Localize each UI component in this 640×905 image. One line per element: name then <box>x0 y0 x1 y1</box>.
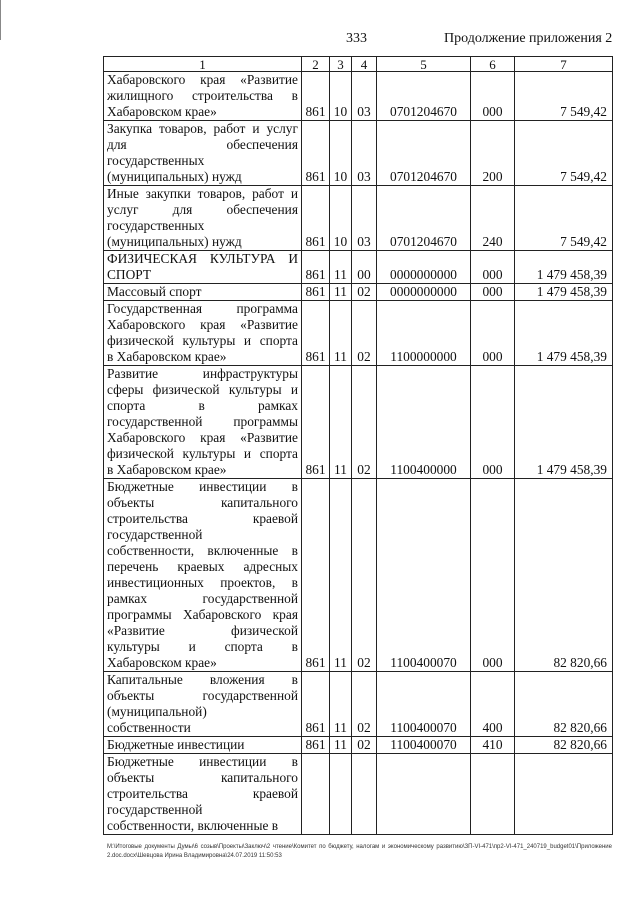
column-header-3: 3 <box>330 57 352 72</box>
description-line: (муниципальных) нужд <box>107 234 242 249</box>
table-row <box>104 121 613 186</box>
description-line: государственной <box>107 527 203 542</box>
expense-type-code: 000 <box>471 301 515 366</box>
column-header-7: 7 <box>515 57 613 72</box>
subsection-code: 02 <box>352 737 377 754</box>
description-line: Хабаровского края «Развитие <box>107 72 298 87</box>
section-code: 11 <box>330 737 352 754</box>
description-line: государственных <box>107 218 205 233</box>
description-line: перечень краевых адресных <box>107 559 298 574</box>
row-description <box>104 284 302 301</box>
description-line: (муниципальной) <box>107 704 207 719</box>
table-row <box>104 672 613 737</box>
table-row <box>104 251 613 284</box>
description-line: Массовый спорт <box>107 284 202 299</box>
section-code: 11 <box>330 284 352 301</box>
description-line: собственности <box>107 720 191 735</box>
subsection-code: 03 <box>352 72 377 121</box>
description-line: Хабаровского края «Развитие <box>107 317 298 332</box>
expense-type-code: 000 <box>471 72 515 121</box>
table-row <box>104 754 613 835</box>
admin-code: 861 <box>302 737 330 754</box>
admin-code: 861 <box>302 186 330 251</box>
description-line: (муниципальных) нужд <box>107 169 242 184</box>
admin-code: 861 <box>302 72 330 121</box>
subsection-code: 02 <box>352 672 377 737</box>
expense-type-code: 400 <box>471 672 515 737</box>
description-line: государственной <box>107 802 203 817</box>
description-line: Развитие инфраструктуры <box>107 366 298 381</box>
table-row <box>104 301 613 366</box>
table-body <box>104 72 613 835</box>
description-line: для обеспечения <box>107 137 298 152</box>
row-description <box>104 121 302 186</box>
expense-type-code: 240 <box>471 186 515 251</box>
amount: 82 820,66 <box>515 737 613 754</box>
column-header-4: 4 <box>352 57 377 72</box>
description-line: государственной программы <box>107 414 298 429</box>
section-code: 11 <box>330 366 352 479</box>
section-code: 10 <box>330 72 352 121</box>
description-line: спорта в рамках <box>107 398 298 413</box>
admin-code <box>302 754 330 835</box>
amount: 7 549,42 <box>515 72 613 121</box>
section-code: 10 <box>330 186 352 251</box>
description-line: СПОРТ <box>107 267 152 282</box>
target-article-code: 0000000000 <box>377 251 471 284</box>
row-description <box>104 72 302 121</box>
target-article-code: 1100400070 <box>377 672 471 737</box>
table-row <box>104 284 613 301</box>
admin-code: 861 <box>302 284 330 301</box>
amount: 1 479 458,39 <box>515 301 613 366</box>
row-description <box>104 366 302 479</box>
description-line: услуг для обеспечения <box>107 202 298 217</box>
description-line: Закупка товаров, работ и услуг <box>107 121 298 136</box>
description-line: Хабаровском крае» <box>107 655 217 670</box>
description-line: в Хабаровском крае» <box>107 349 227 364</box>
subsection-code: 02 <box>352 301 377 366</box>
section-code: 11 <box>330 479 352 672</box>
row-description <box>104 754 302 835</box>
description-line: ФИЗИЧЕСКАЯ КУЛЬТУРА И <box>107 251 298 266</box>
amount: 1 479 458,39 <box>515 284 613 301</box>
page-number: 333 <box>346 31 367 46</box>
description-line: Бюджетные инвестиции <box>107 737 245 752</box>
target-article-code: 0000000000 <box>377 284 471 301</box>
admin-code: 861 <box>302 301 330 366</box>
header-row <box>104 57 613 72</box>
column-header-1: 1 <box>104 57 302 72</box>
table-row <box>104 186 613 251</box>
budget-table <box>103 56 613 835</box>
target-article-code: 0701204670 <box>377 72 471 121</box>
description-line: физической культуры и спорта <box>107 333 298 348</box>
admin-code: 861 <box>302 251 330 284</box>
description-line: Капитальные вложения в <box>107 672 298 687</box>
target-article-code <box>377 754 471 835</box>
target-article-code: 1100000000 <box>377 301 471 366</box>
description-line: физической культуры и спорта <box>107 446 298 461</box>
description-line: Хабаровском крае» <box>107 104 217 119</box>
column-header-6: 6 <box>471 57 515 72</box>
row-description <box>104 479 302 672</box>
section-code: 11 <box>330 301 352 366</box>
row-description <box>104 672 302 737</box>
description-line: строительства краевой <box>107 511 298 526</box>
table-row <box>104 72 613 121</box>
section-code: 11 <box>330 672 352 737</box>
admin-code: 861 <box>302 479 330 672</box>
section-code <box>330 754 352 835</box>
expense-type-code: 000 <box>471 479 515 672</box>
row-description <box>104 737 302 754</box>
description-line: инвестиционных проектов, в <box>107 575 298 590</box>
admin-code: 861 <box>302 121 330 186</box>
description-line: жилищного строительства в <box>107 88 298 103</box>
document-path-footer: M:\Итоговые документы Думы\6 созыв\Проекты\Заключ\2 чтение\Комитет по бюджету, налогам и экономическому развитию\ЗП-VI-471\пр2-VI-471_240719_budget01\Приложение 2.doc.docx\Шевцова Ирина Владимировна\24.07.2019 11:50:53 <box>107 844 612 859</box>
amount: 82 820,66 <box>515 672 613 737</box>
description-line: Иные закупки товаров, работ и <box>107 186 298 201</box>
column-header-5: 5 <box>377 57 471 72</box>
expense-type-code: 200 <box>471 121 515 186</box>
description-line: государственных <box>107 153 205 168</box>
continuation-label: Продолжение приложения 2 <box>444 31 613 46</box>
description-line: объекты капитального <box>107 495 298 510</box>
target-article-code: 0701204670 <box>377 186 471 251</box>
expense-type-code: 000 <box>471 284 515 301</box>
amount <box>515 754 613 835</box>
description-line: Государственная программа <box>107 301 298 316</box>
section-code: 11 <box>330 251 352 284</box>
expense-type-code: 000 <box>471 366 515 479</box>
amount: 7 549,42 <box>515 186 613 251</box>
table-row <box>104 366 613 479</box>
expense-type-code <box>471 754 515 835</box>
subsection-code <box>352 754 377 835</box>
amount: 1 479 458,39 <box>515 366 613 479</box>
expense-type-code: 410 <box>471 737 515 754</box>
section-code: 10 <box>330 121 352 186</box>
target-article-code: 1100400070 <box>377 479 471 672</box>
page-edge-mark <box>0 0 1 40</box>
description-line: «Развитие физической <box>107 623 298 638</box>
description-line: рамках государственной <box>107 591 298 606</box>
admin-code: 861 <box>302 366 330 479</box>
subsection-code: 03 <box>352 121 377 186</box>
subsection-code: 02 <box>352 366 377 479</box>
description-line: в Хабаровском крае» <box>107 462 227 477</box>
table-row <box>104 479 613 672</box>
expense-type-code: 000 <box>471 251 515 284</box>
description-line: объекты государственной <box>107 688 298 703</box>
subsection-code: 02 <box>352 284 377 301</box>
description-line: собственности, включенные в <box>107 818 279 833</box>
table-header <box>104 57 613 72</box>
description-line: собственности, включенные в <box>107 543 298 558</box>
subsection-code: 03 <box>352 186 377 251</box>
target-article-code: 1100400070 <box>377 737 471 754</box>
subsection-code: 00 <box>352 251 377 284</box>
description-line: Хабаровского края «Развитие <box>107 430 298 445</box>
row-description <box>104 301 302 366</box>
table-row <box>104 737 613 754</box>
target-article-code: 0701204670 <box>377 121 471 186</box>
admin-code: 861 <box>302 672 330 737</box>
amount: 82 820,66 <box>515 479 613 672</box>
row-description <box>104 186 302 251</box>
description-line: сферы физической культуры и <box>107 382 298 397</box>
row-description <box>104 251 302 284</box>
description-line: строительства краевой <box>107 786 298 801</box>
description-line: программы Хабаровского края <box>107 607 298 622</box>
column-header-2: 2 <box>302 57 330 72</box>
description-line: объекты капитального <box>107 770 298 785</box>
description-line: Бюджетные инвестиции в <box>107 754 298 769</box>
target-article-code: 1100400000 <box>377 366 471 479</box>
amount: 1 479 458,39 <box>515 251 613 284</box>
description-line: Бюджетные инвестиции в <box>107 479 298 494</box>
description-line: культуры и спорта в <box>107 639 298 654</box>
subsection-code: 02 <box>352 479 377 672</box>
amount: 7 549,42 <box>515 121 613 186</box>
